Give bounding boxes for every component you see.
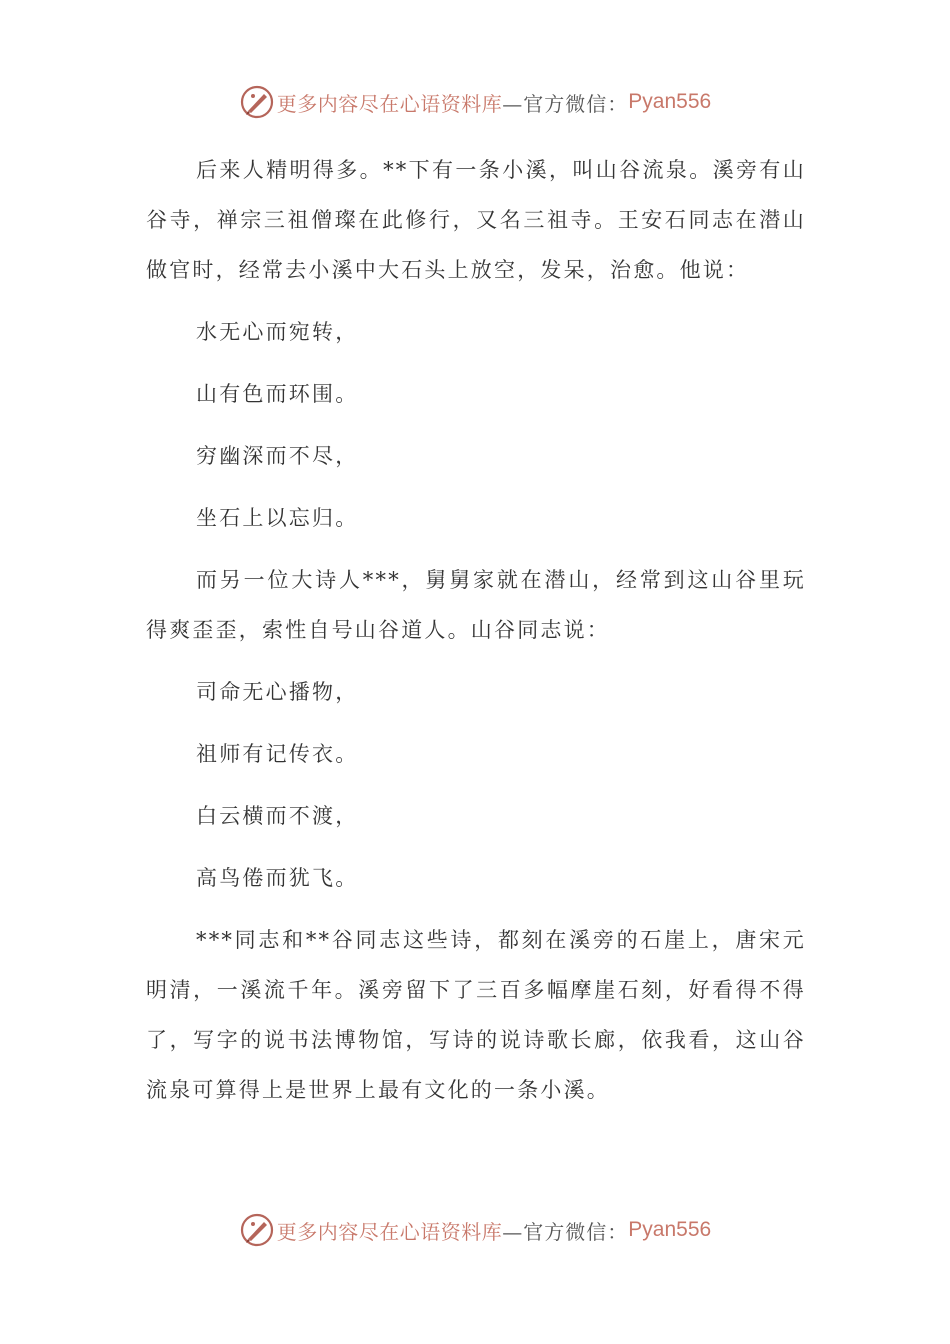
poem-1-line-2: 山有色而环围。 [196,382,359,406]
footer-wechat-handle: Pyan556 [628,1218,712,1241]
poem-1-line-1: 水无心而宛转， [196,320,359,344]
paragraph-3: ***同志和**谷同志这些诗，都刻在溪旁的石崖上，唐宋元明清，一溪流千年。溪旁留下了三百多幅摩崖石刻，好看得不得了，写字的说书法博物馆，写诗的说诗歌长廊，依我看，这山谷流泉可算得上是世界上最有文化的一条小溪。 [146,928,806,1102]
header-banner [0,82,950,122]
poem-2-line-3: 白云横而不渡， [196,804,359,828]
header-wechat-handle: Pyan556 [628,90,712,113]
paragraph-2: 而另一位大诗人***，舅舅家就在潜山，经常到这山谷里玩得爽歪歪，索性自号山谷道人。山谷同志说： [146,568,806,642]
pen-logo-icon [239,84,275,120]
footer-banner [0,1210,950,1250]
article-body [146,145,806,1115]
poem-2-line-4: 高鸟倦而犹飞。 [196,866,359,890]
pen-logo-icon [239,1212,275,1248]
footer-site-text: 更多内容尽在心语资料库 [276,1219,503,1244]
poem-1-line-4: 坐石上以忘归。 [196,506,359,530]
poem-1-line-3: 穷幽深而不尽， [196,444,359,468]
footer-official-text: —官方微信： [502,1219,629,1244]
header-site-text: 更多内容尽在心语资料库 [276,91,503,116]
paragraph-1: 后来人精明得多。**下有一条小溪，叫山谷流泉。溪旁有山谷寺，禅宗三祖僧璨在此修行，又名三祖寺。王安石同志在潜山做官时，经常去小溪中大石头上放空，发呆，治愈。他说： [146,158,806,282]
poem-2-line-2: 祖师有记传衣。 [196,742,359,766]
header-official-text: —官方微信： [502,91,629,116]
poem-2-line-1: 司命无心播物， [196,680,359,704]
